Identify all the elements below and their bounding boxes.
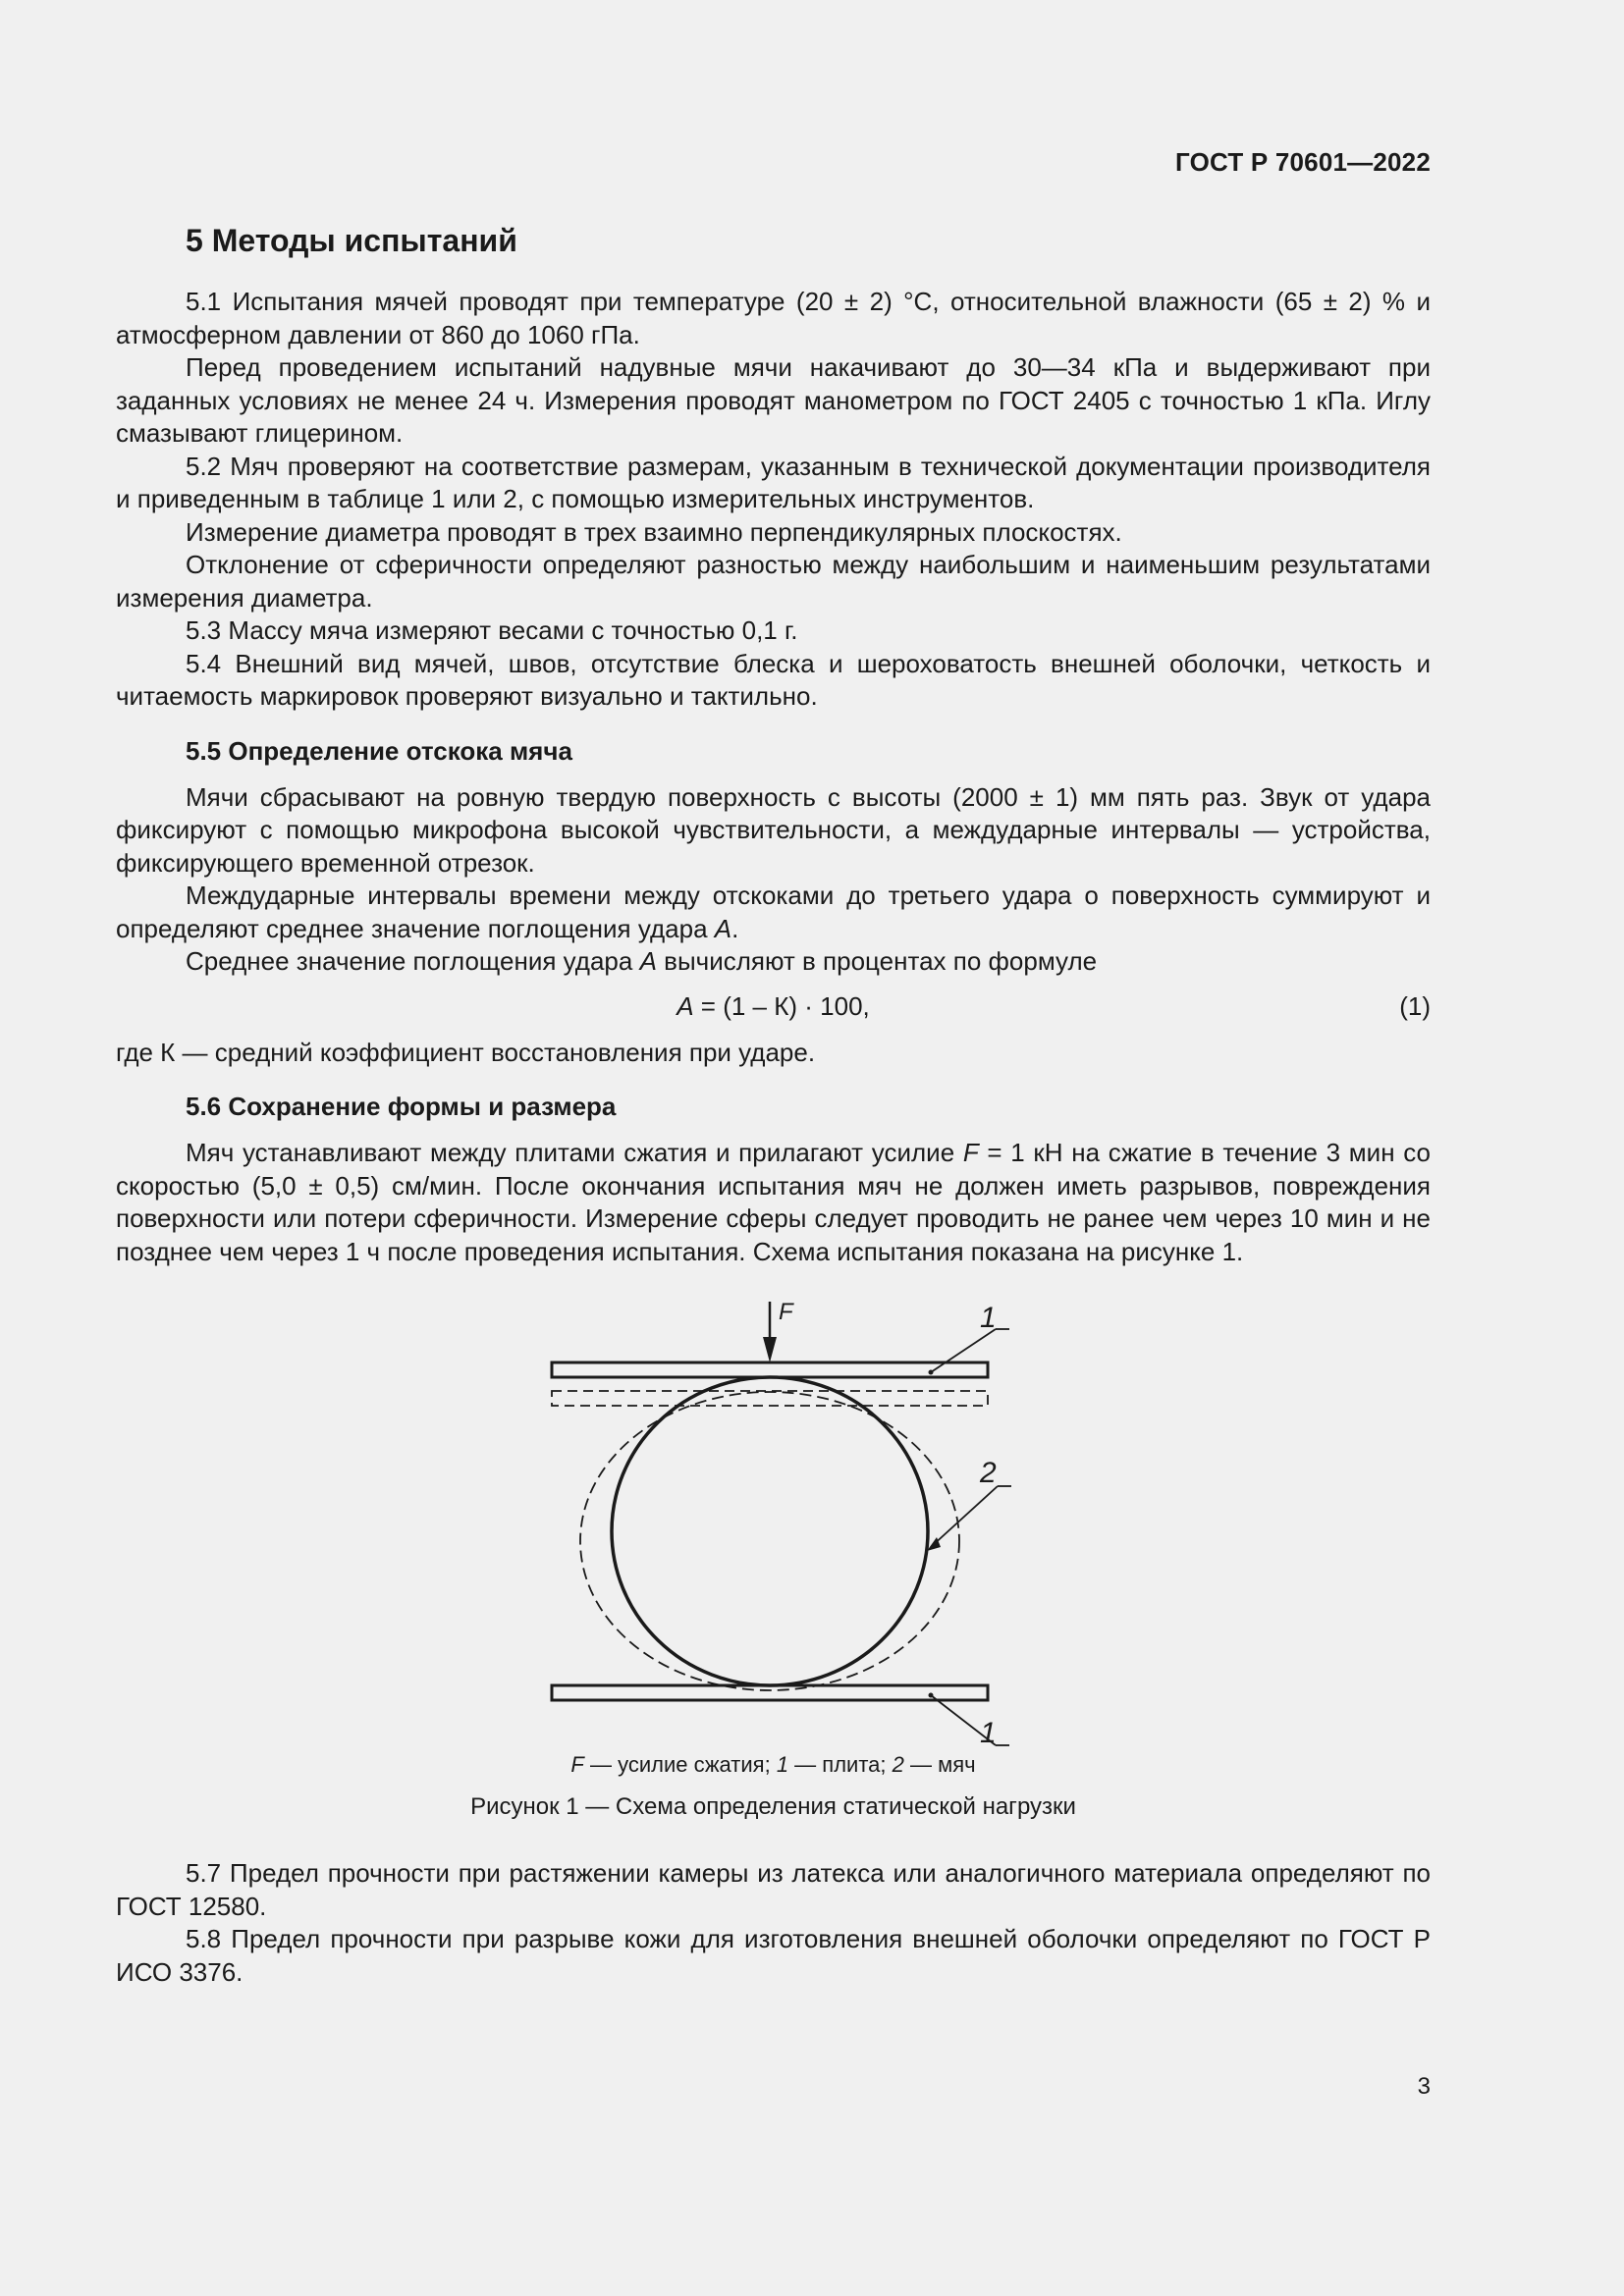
- label-plate-bottom: 1: [980, 1717, 997, 1749]
- document-code: ГОСТ Р 70601—2022: [1175, 147, 1431, 177]
- top-plate: [552, 1362, 988, 1377]
- section-5-5-title: 5.5 Определение отскока мяча: [186, 735, 572, 766]
- formula-where: где К — средний коэффициент восстановления при ударе.: [116, 1037, 816, 1067]
- paragraph-5-5-drop: Мячи сбрасывают на ровную твердую поверхность с высоты (2000 ± 1) мм пять раз. Звук от удара фиксируют с помощью микрофона высокой чувствительности, а междударные интервалы — устройства, фиксирующего временной отрезок.: [116, 781, 1431, 878]
- formula-number: (1): [1399, 990, 1431, 1021]
- paragraph-5-7: 5.7 Предел прочности при растяжении камеры из латекса или аналогичного материала определяют по ГОСТ 12580.: [116, 1858, 1431, 1921]
- paragraph-5-4: 5.4 Внешний вид мячей, швов, отсутствие блеска и шероховатость внешней оболочки, четкость и читаемость маркировок проверяют визуально и тактильно.: [116, 648, 1431, 711]
- label-plate-top: 1: [980, 1302, 997, 1334]
- page-number: 3: [1417, 2073, 1431, 2100]
- paragraph-5-2: 5.2 Мяч проверяют на соответствие размерам, указанным в технической документации производителя и приведенным в таблице 1 или 2, с помощью измерительных инструментов.: [116, 451, 1431, 513]
- force-label: F: [779, 1299, 793, 1325]
- section-5-title: 5 Методы испытаний: [186, 223, 517, 258]
- figure-legend: F — усилие сжатия; 1 — плита; 2 — мяч: [570, 1752, 976, 1777]
- bottom-plate: [552, 1685, 988, 1700]
- paragraph-5-8: 5.8 Предел прочности при разрыве кожи для изготовления внешней оболочки определяют по ГОСТ Р ИСО 3376.: [116, 1924, 1431, 1987]
- paragraph-5-2-diameter: Измерение диаметра проводят в трех взаимно перпендикулярных плоскостях.: [186, 516, 1122, 547]
- paragraph-5-5-formula-intro: Среднее значение поглощения удара А вычисляют в процентах по формуле: [186, 946, 1098, 976]
- paragraph-5-1-pressure: Перед проведением испытаний надувные мячи накачивают до 30—34 кПа и выдерживают при заданных условиях не менее 24 ч. Измерения проводят манометром по ГОСТ 2405 с точностью 1 кПа. Иглу смазывают глицерином.: [116, 352, 1431, 448]
- formula-expression: А = (1 – К) · 100,: [677, 990, 870, 1021]
- leader-ball: [931, 1486, 998, 1547]
- paragraph-5-6: Мяч устанавливают между плитами сжатия и прилагают усилие F = 1 кН на сжатие в течение 3 мин со скоростью (5,0 ± 0,5) см/мин. После окончания испытания мяч не должен иметь разрывов, повреждения поверхности или потери сферичности. Измерение сферы следует проводить не ранее чем через 10 мин и не позднее чем через 1 ч после проведения испытания. Схема испытания показана на рисунке 1.: [116, 1138, 1431, 1266]
- paragraph-5-2-sphericity: Отклонение от сферичности определяют разностью между наибольшим и наименьшим результатами измерения диаметра.: [116, 550, 1431, 613]
- top-plate-displaced: [552, 1391, 988, 1406]
- section-5-6-title: 5.6 Сохранение формы и размера: [186, 1092, 617, 1121]
- deformed-ball-outline: [580, 1392, 959, 1690]
- paragraph-5-3: 5.3 Массу мяча измеряют весами с точностью 0,1 г.: [186, 615, 798, 645]
- force-arrow-head: [763, 1337, 777, 1362]
- label-ball: 2: [980, 1457, 997, 1489]
- ball: [612, 1377, 928, 1685]
- leader-top-plate: [931, 1329, 996, 1372]
- page-content: [116, 221, 1431, 1989]
- compression-scheme: [116, 1294, 1431, 1751]
- figure-caption: Рисунок 1 — Схема определения статической нагрузки: [470, 1793, 1076, 1820]
- paragraph-5-1: 5.1 Испытания мячей проводят при температуре (20 ± 2) °С, относительной влажности (65 ± 2) % и атмосферном давлении от 860 до 1060 гПа.: [116, 287, 1431, 349]
- figure-1-diagram: [116, 1294, 1431, 1751]
- paragraph-5-5-intervals: Междударные интервалы времени между отскоками до третьего удара о поверхность суммируют и определяют среднее значение поглощения удара А.: [116, 881, 1431, 943]
- formula-1: [116, 990, 1431, 1023]
